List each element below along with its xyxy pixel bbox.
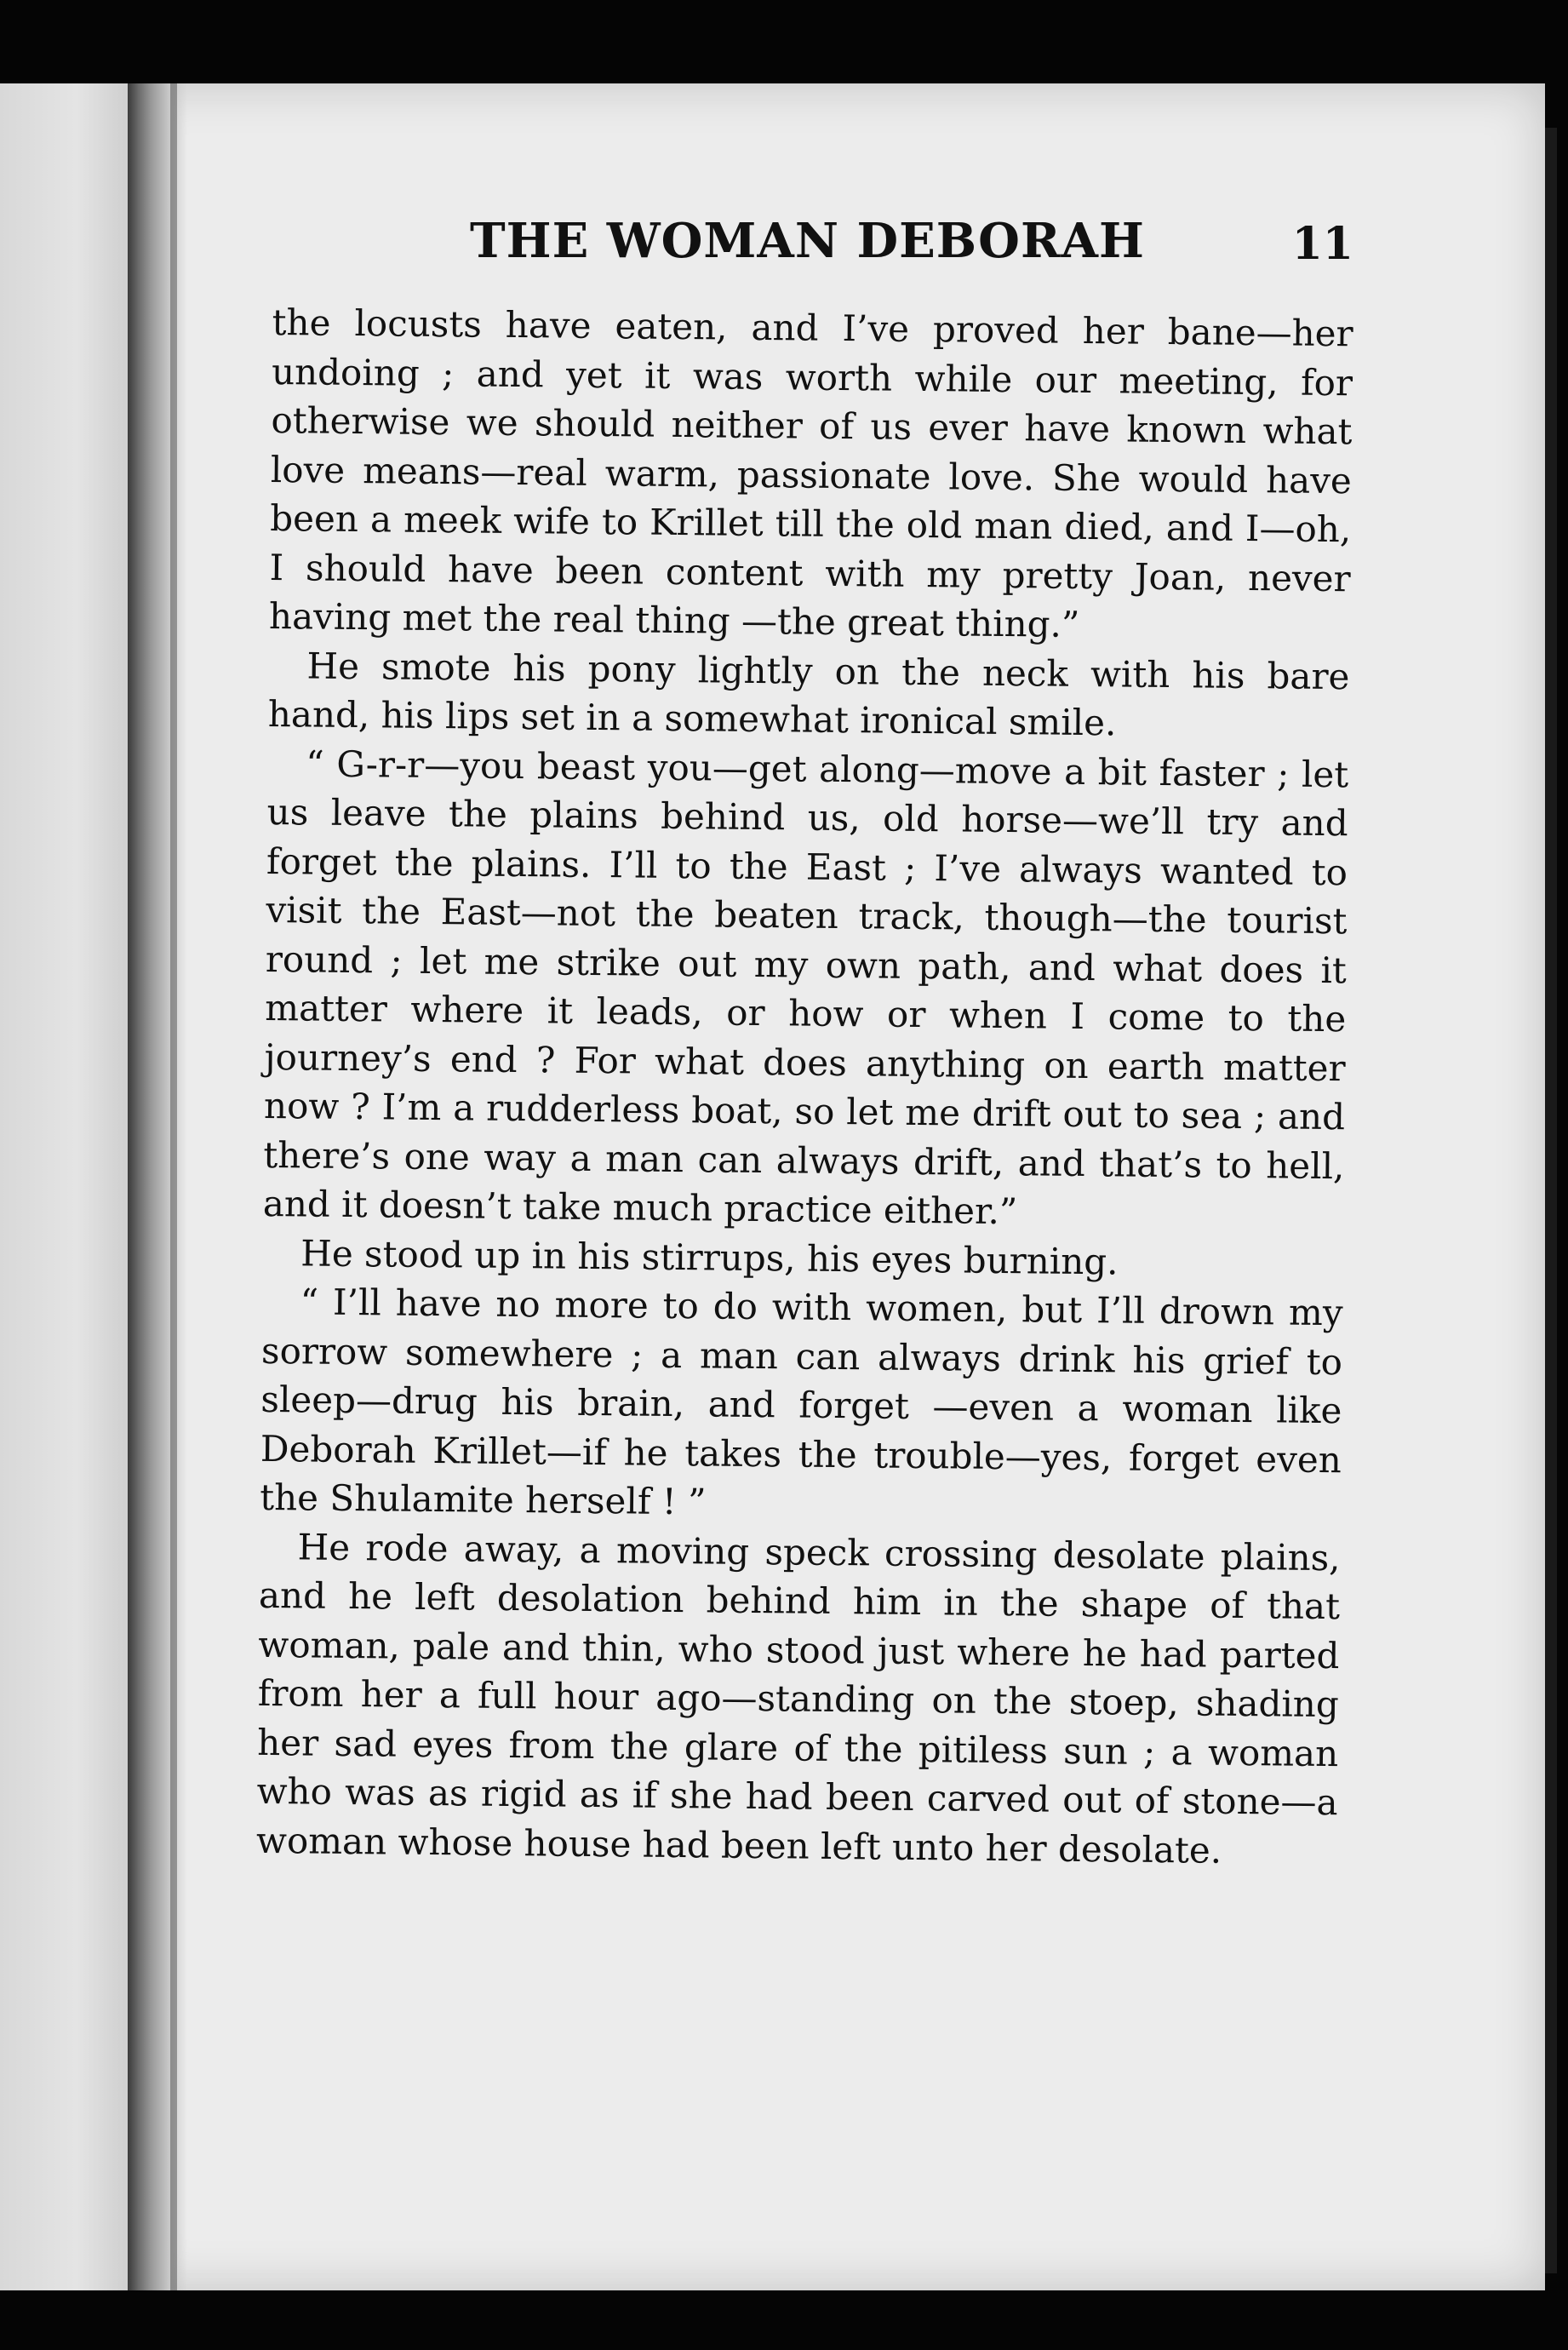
paragraph: He rode away, a moving speck crossing desolate plains, and he left desolation behind him in the shape of that woman, pale and thin, who stood just where he had parted from her a full hour ago—standing on the stoep, shading her sad eyes from the glare of the pitiless sun ; a woman who was as rigid as if she had been carved out of stone—a woman whose house had been left unto her desolate. <box>255 1525 1341 1871</box>
page-edge-shadow <box>1545 128 1557 2273</box>
paragraph: “ I’ll have no more to do with women, but I’ll drown my sorrow somewhere ; a man can always drink his grief to sleep—drug his brain, and forget —even a woman like Deborah Krillet—if he takes the trouble—yes, forget even the Shulamite herself ! ” <box>259 1281 1343 1523</box>
paragraph: He smote his pony lightly on the neck with his bare hand, his lips set in a somewhat ironical smile. <box>267 644 1350 744</box>
running-title: THE WOMAN DEBORAH <box>470 213 1145 269</box>
binding-gutter <box>128 83 187 2290</box>
binding-shadow <box>170 83 177 2290</box>
body-text <box>256 298 1353 1876</box>
facing-page-edge <box>0 83 128 2290</box>
paragraph: “ G-r-r—you beast you—get along—move a bit faster ; let us leave the plains behind us, old horse—we’ll try and forget the plains. I’ll to the East ; I’ve always wanted to visit the East—not the beaten track, though—the tourist round ; let me strike out my own path, and what does it matter where it leads, or how or when I come to the journey’s end ? For what does anything on earth matter now ? I’m a rudderless boat, so let me drift out to sea ; and there’s one way a man can always drift, and that’s to hell, and it doesn’t take much practice either.” <box>262 742 1349 1233</box>
page-number: 11 <box>1291 218 1353 270</box>
paragraph: the locusts have eaten, and I’ve proved her bane—her undoing ; and yet it was worth while our meeting, for otherwise we should neither of us ever have known what love means—real warm, passionate love. She would have been a meek wife to Krillet till the old man died, and I—oh, I should have been content with my pretty Joan, never having met the real thing —the great thing.” <box>268 301 1353 645</box>
paragraph: He stood up in his stirrups, his eyes burning. <box>300 1231 1119 1282</box>
page-header <box>272 213 1353 289</box>
